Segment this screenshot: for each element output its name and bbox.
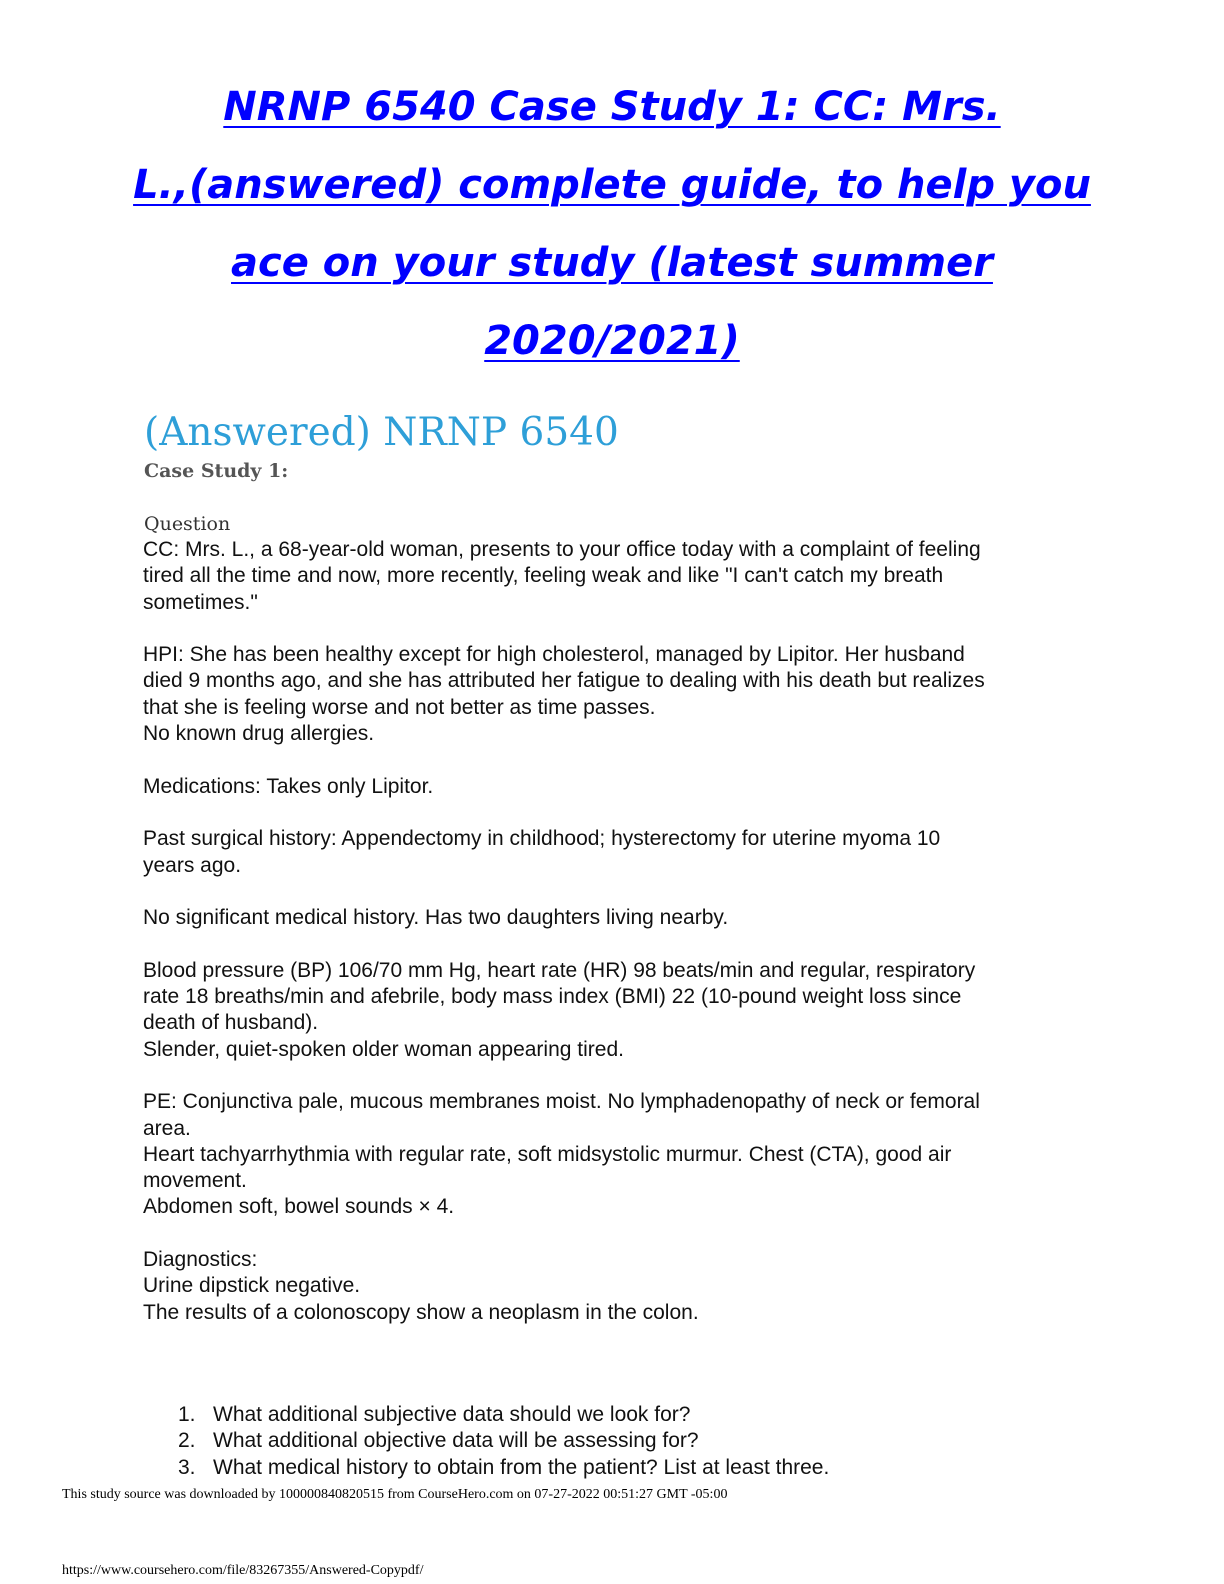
chief-complaint-paragraph: CC: Mrs. L., a 68-year-old woman, presents to your office today with a complaint of feeling tired all the time and now, more recently, feeling weak and like "I can't catch my breath sometimes."	[143, 538, 981, 614]
question-label: Question	[144, 513, 231, 535]
title-line: 2020/2021)	[484, 318, 740, 364]
medical-history-paragraph: No significant medical history. Has two daughters living nearby.	[143, 906, 729, 930]
document-title	[120, 68, 1104, 380]
case-study-label: Case Study 1:	[144, 460, 289, 482]
physical-exam-paragraph: PE: Conjunctiva pale, mucous membranes moist. No lymphadenopathy of neck or femoral area. Heart tachyarrhythmia with regular rate, soft midsystolic murmur. Chest (CTA), good air movement. Abdomen soft, bowel sounds × 4.	[143, 1090, 980, 1219]
question-list	[178, 1402, 829, 1481]
list-item: 2. What additional objective data will be assessing for?	[178, 1429, 699, 1453]
list-item: 3. What medical history to obtain from the patient? List at least three.	[178, 1455, 830, 1479]
medications-paragraph: Medications: Takes only Lipitor.	[143, 774, 434, 798]
surgical-history-paragraph: Past surgical history: Appendectomy in childhood; hysterectomy for uterine myoma 10 years ago.	[143, 827, 941, 877]
list-item: 1. What additional subjective data should we look for?	[178, 1403, 691, 1426]
vitals-paragraph: Blood pressure (BP) 106/70 mm Hg, heart rate (HR) 98 beats/min and regular, respiratory rate 18 breaths/min and afebrile, body mass index (BMI) 22 (10-pound weight loss since death of husband). Slender, quiet-spoken older woman appearing tired.	[143, 958, 976, 1061]
case-body	[143, 537, 1073, 1352]
download-notice: This study source was downloaded by 100000840820515 from CourseHero.com on 07-27-2022 00:51:27 GMT -05:00	[62, 1487, 728, 1502]
title-line: L.,(answered) complete guide, to help you	[133, 162, 1091, 208]
diagnostics-paragraph: Diagnostics: Urine dipstick negative. The results of a colonoscopy show a neoplasm in the colon.	[143, 1248, 699, 1324]
title-line: NRNP 6540 Case Study 1: CC: Mrs.	[223, 84, 1001, 130]
title-line: ace on your study (latest summer	[231, 240, 993, 286]
hpi-paragraph: HPI: She has been healthy except for high cholesterol, managed by Lipitor. Her husband died 9 months ago, and she has attributed her fatigue to dealing with his death but realizes that she is feeling worse and not better as time passes. No known drug allergies.	[143, 643, 985, 746]
subheading: (Answered) NRNP 6540	[144, 410, 619, 455]
source-url-link[interactable]: https://www.coursehero.com/file/83267355/Answered-Copypdf/	[62, 1563, 424, 1578]
